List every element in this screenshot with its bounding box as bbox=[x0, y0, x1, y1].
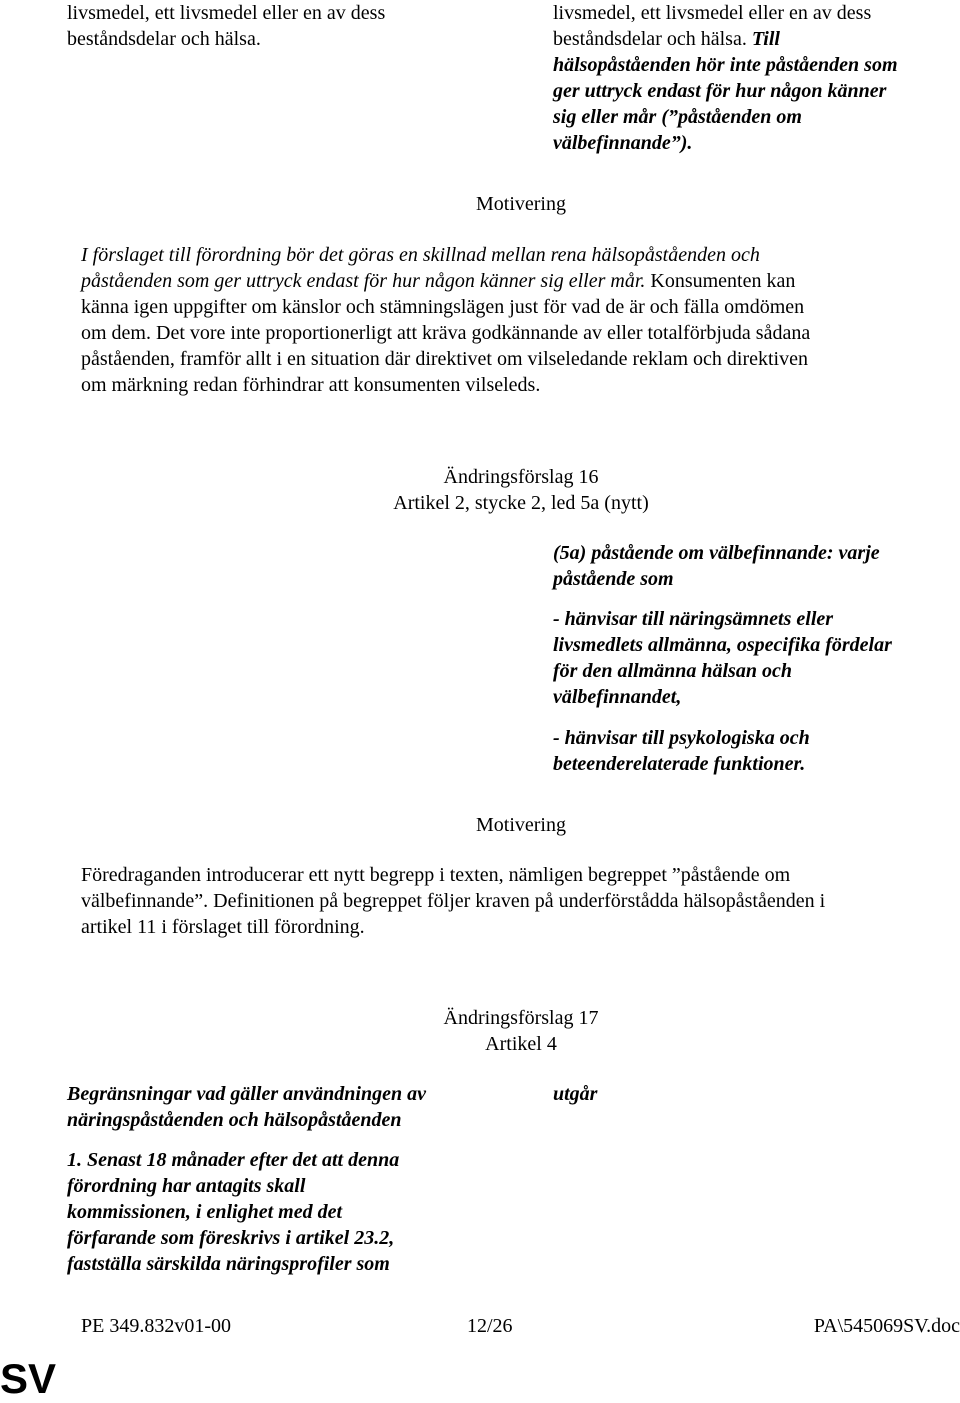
text-line bbox=[81, 320, 960, 346]
page-number: 12/26 bbox=[467, 1315, 513, 1337]
text-run: Konsumenten kan bbox=[645, 270, 796, 292]
text-run: välbefinnande”. bbox=[81, 890, 209, 912]
amendment-text: förfarande som föreskrivs i artikel 23.2, bbox=[67, 1227, 395, 1249]
text-line: om märkning redan förhindrar att konsumenten vilseleds. bbox=[81, 374, 541, 396]
text-run: om dem. bbox=[81, 322, 151, 344]
text-line: livsmedel, ett livsmedel eller en av dess bbox=[553, 2, 872, 24]
text-line: beståndsdelar och hälsa. bbox=[67, 28, 261, 50]
amendment-right-column bbox=[553, 606, 953, 710]
amendment-text: kommissionen, i enlighet med det bbox=[67, 1201, 343, 1223]
text-line: artikel 11 i förslaget till förordning. bbox=[81, 916, 365, 938]
amendment-text: (5a) påstående om välbefinnande: varje bbox=[553, 542, 880, 564]
amendment-text: sig eller mår (”påståenden om bbox=[553, 106, 802, 128]
amendment-text: fastställa särskilda näringsprofiler som bbox=[67, 1253, 390, 1275]
amendment-subtitle: Artikel 2, stycke 2, led 5a (nytt) bbox=[393, 492, 649, 514]
amendment-right-column bbox=[553, 725, 953, 777]
amendment-title: Ändringsförslag 16 bbox=[443, 466, 599, 488]
amendment-text: förordning har antagits skall bbox=[67, 1175, 306, 1197]
doc-reference: PE 349.832v01-00 bbox=[81, 1315, 231, 1337]
text-line bbox=[553, 26, 953, 52]
text-line bbox=[81, 888, 960, 914]
amendment-text: ger uttryck endast för hur någon känner bbox=[553, 80, 887, 102]
amendment-text: utgår bbox=[553, 1083, 598, 1105]
text-line: Föredraganden introducerar ett nytt begrepp i texten, nämligen begreppet ”påstående om bbox=[81, 864, 791, 886]
text-run: Det vore inte proportionerligt att kräva godkännande av eller totalförbjuda sådana bbox=[151, 322, 811, 344]
amendment-text: Till bbox=[751, 28, 780, 50]
amendment-title: Ändringsförslag 17 bbox=[443, 1007, 599, 1029]
amendment-text: välbefinnande”). bbox=[553, 132, 693, 154]
amendment-text: beteenderelaterade funktioner. bbox=[553, 753, 806, 775]
text-line: påståenden, framför allt i en situation där direktivet om vilseledande reklam och direktiven bbox=[81, 348, 808, 370]
amendment-text: påstående som bbox=[553, 568, 674, 590]
amendment-text: Begränsningar vad gäller användningen av bbox=[67, 1083, 426, 1105]
top-left-text bbox=[67, 0, 487, 52]
text-line bbox=[81, 268, 960, 294]
text-run: beståndsdelar och hälsa. bbox=[553, 28, 752, 50]
amendment-text: 1. Senast 18 månader efter det att denna bbox=[67, 1149, 400, 1171]
text-run: påståenden som ger uttryck endast för hur någon känner sig eller mår. bbox=[81, 270, 646, 292]
top-right-text bbox=[553, 0, 953, 156]
language-code: SV bbox=[0, 1355, 57, 1402]
amendment-text: för den allmänna hälsan och bbox=[553, 660, 792, 682]
text-line: känna igen uppgifter om känslor och stämningslägen just för vad de är och fälla omdömen bbox=[81, 296, 805, 318]
amendment-text: livsmedlets allmänna, ospecifika fördelar bbox=[553, 634, 892, 656]
amendment-text: - hänvisar till näringsämnets eller bbox=[553, 608, 834, 630]
amendment-left-column bbox=[67, 1081, 487, 1133]
amendment-text: hälsopåståenden hör inte påståenden som bbox=[553, 54, 898, 76]
text-run: Definitionen på begreppet följer kraven på underförstådda hälsopåståenden i bbox=[208, 890, 826, 912]
text-line: livsmedel, ett livsmedel eller en av dess bbox=[67, 2, 386, 24]
amendment-text: välbefinnandet, bbox=[553, 686, 682, 708]
amendment-right-column bbox=[553, 540, 953, 592]
motivering-paragraph bbox=[81, 862, 960, 940]
file-name: PA\545069SV.doc bbox=[813, 1315, 960, 1337]
text-line: I förslaget till förordning bör det göras en skillnad mellan rena hälsopåståenden och bbox=[81, 244, 760, 266]
amendment-left-column bbox=[67, 1147, 487, 1277]
amendment-right-column bbox=[553, 1081, 953, 1107]
motivering-heading: Motivering bbox=[476, 814, 566, 836]
amendment-text: näringspåståenden och hälsopåståenden bbox=[67, 1109, 402, 1131]
amendment-text: - hänvisar till psykologiska och bbox=[553, 727, 810, 749]
page-footer bbox=[81, 1313, 960, 1339]
motivering-paragraph bbox=[81, 242, 960, 398]
amendment-subtitle: Artikel 4 bbox=[485, 1033, 557, 1055]
motivering-heading: Motivering bbox=[476, 193, 566, 215]
